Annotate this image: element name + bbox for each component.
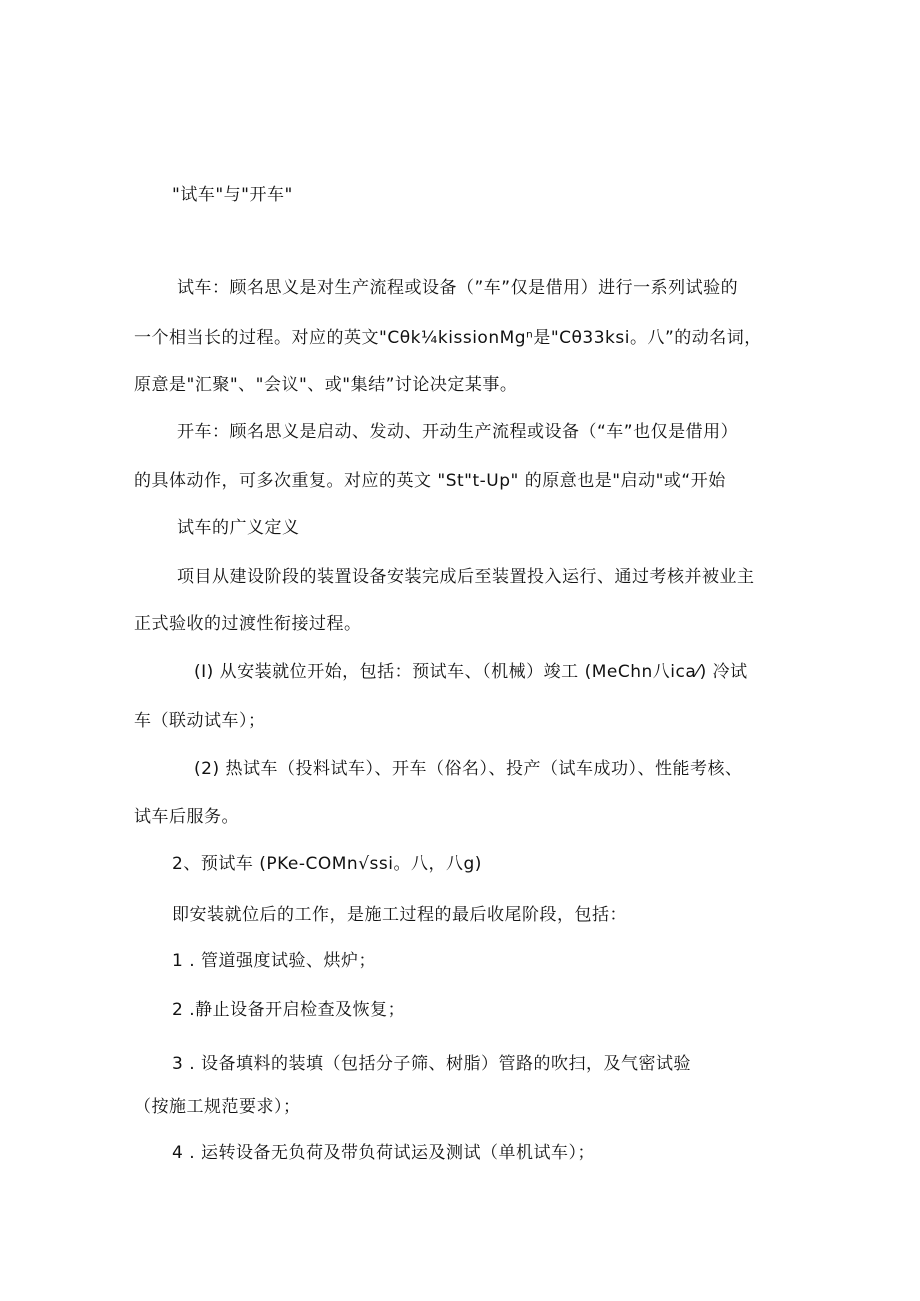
paragraph-line: 开车：顾名思义是启动、发动、开动生产流程或设备（“车”也仅是借用） bbox=[177, 422, 739, 442]
paragraph-line: 一个相当长的过程。对应的英文"Cθk¼kissionMgⁿ是"Cθ33ksi。八”的动名词， bbox=[134, 328, 762, 348]
paragraph-line: 的具体动作，可多次重复。对应的英文 "St"t-Up" 的原意也是"启动"或“开始 bbox=[134, 471, 726, 491]
paragraph-line: 试车：顾名思义是对生产流程或设备（”车”仅是借用）进行一系列试验的 bbox=[177, 278, 739, 298]
list-item: 4 . 运转设备无负荷及带负荷试运及测试（单机试车）； bbox=[172, 1143, 596, 1163]
paragraph-line: 试车后服务。 bbox=[134, 807, 239, 827]
paragraph-line: (2) 热试车（投料试车）、开车（俗名）、投产（试车成功）、性能考核、 bbox=[194, 759, 743, 779]
document-title: "试车"与"开车" bbox=[172, 185, 293, 205]
paragraph-line: 正式验收的过渡性衔接过程。 bbox=[134, 614, 362, 634]
section-heading: 试车的广义定义 bbox=[177, 518, 300, 538]
paragraph-line: （按施工规范要求）； bbox=[134, 1097, 301, 1117]
paragraph-line: 即安装就位后的工作，是施工过程的最后收尾阶段，包括： bbox=[172, 905, 627, 925]
list-item: 2 .静止设备开启检查及恢复； bbox=[172, 1000, 406, 1020]
list-item: 1 . 管道强度试验、烘炉； bbox=[172, 951, 377, 971]
list-item: 3 . 设备填料的装填（包括分子筛、树脂）管路的吹扫，及气密试验 bbox=[172, 1054, 692, 1074]
paragraph-line: 原意是"汇聚"、"会议"、或"集结”讨论决定某事。 bbox=[134, 375, 518, 395]
paragraph-line: 车（联动试车）； bbox=[134, 711, 266, 731]
section-heading: 2、预试车 (PKe-COMn√ssi。八，八g) bbox=[172, 854, 482, 874]
paragraph-line: 项目从建设阶段的装置设备安装完成后至装置投入运行、通过考核并被业主 bbox=[177, 567, 755, 587]
paragraph-line: (I) 从安装就位开始，包括：预试车、（机械）竣工 (MeChn八ica⁄) 冷试 bbox=[194, 662, 748, 682]
